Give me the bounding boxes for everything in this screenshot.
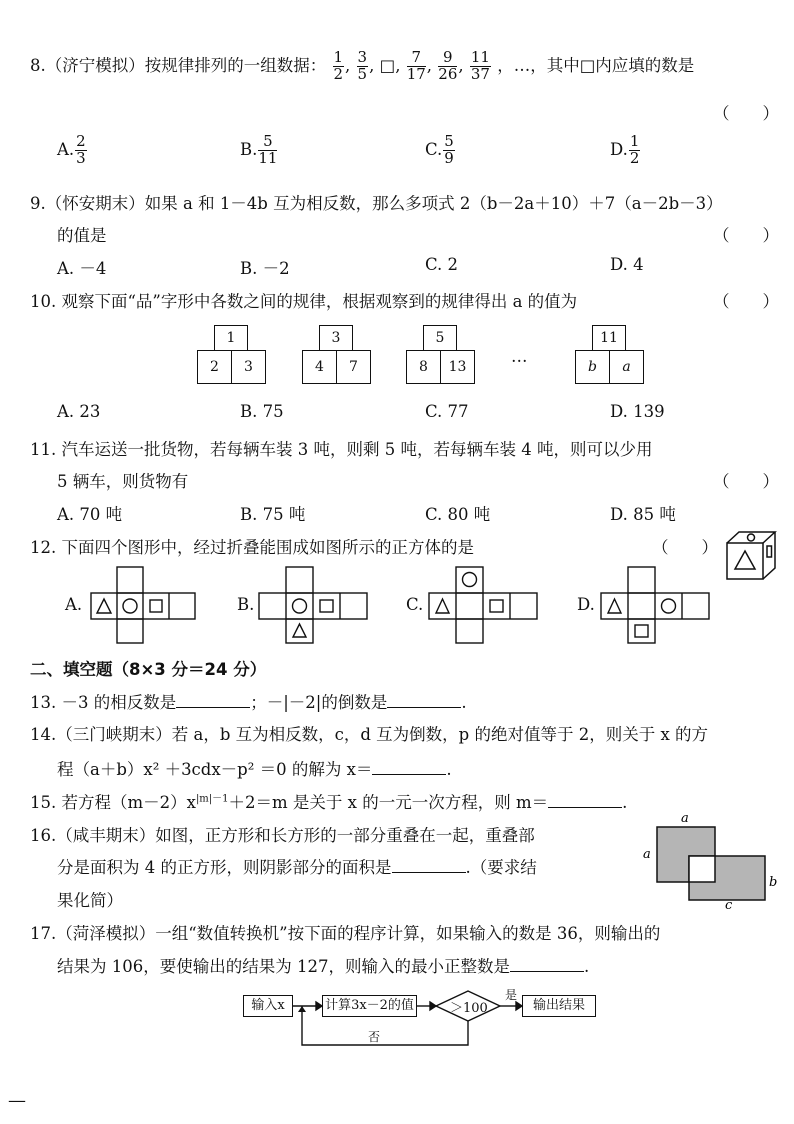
pin-4-top: 11 [592, 325, 626, 351]
q12-line-1: 12. 下面四个图形中，经过折叠能围成如图所示的正方体的是 [30, 538, 474, 557]
q8-option-d[interactable]: D. $\frac{1}{2}$ [610, 132, 640, 167]
pin-3-left: 8 [406, 350, 441, 384]
q11-line-1: 11. 汽车运送一批货物，若每辆车装 3 吨，则剩 5 吨，若每辆车装 4 吨，则可以少用 [30, 440, 653, 459]
pin-1-right: 3 [231, 350, 266, 384]
q8-stem-a: 8.（济宁模拟）按规律排列的一组数据： [30, 55, 327, 75]
q8-stem: 8.（济宁模拟）按规律排列的一组数据： $\frac{1}{2}$ , $\frac{3}{5}$ , □, $\frac{7}{17}$ , $\frac{9}{26}$ , $\frac{11}{37}$ ，…，其中□内应填的数是 [30, 48, 695, 83]
q8-option-c[interactable]: C. $\frac{5}{9}$ [425, 132, 454, 167]
q14-line-2: 程（a＋b）x² ＋3cdx－p² ＝0 的解为 x＝ . [57, 760, 452, 779]
flow-yes: 是 [505, 988, 518, 1002]
net-c-label[interactable]: C. [406, 595, 424, 614]
q16-line-2: 分是面积为 4 的正方形，则阴影部分的面积是 .（要求结 [57, 858, 537, 877]
pin-3-top: 5 [423, 325, 457, 351]
flow-no: 否 [368, 1030, 381, 1044]
q11-answer-paren[interactable]: （ ） [713, 472, 779, 491]
q13-blank-1[interactable] [176, 693, 250, 708]
q10-line-1: 10. 观察下面“品”字形中各数之间的规律，根据观察到的规律得出 a 的值为 [30, 292, 578, 311]
fig-label-b: b [769, 875, 778, 890]
q8-option-a[interactable]: A. $\frac{2}{3}$ [57, 132, 86, 167]
q8-option-b[interactable]: B. $\frac{5}{11}$ [240, 132, 278, 167]
q9-line-2: 的值是 [57, 226, 107, 245]
q9-option-a[interactable]: A. －4 [57, 259, 107, 278]
pin-ellipsis: … [511, 347, 528, 366]
flow-condition: ＞100 [450, 1001, 488, 1016]
cube-side-square [767, 546, 772, 557]
fig-label-c: c [725, 898, 733, 910]
q17-line-2: 结果为 106，要使输出的结果为 127，则输入的最小正整数是 . [57, 957, 590, 976]
net-b-label[interactable]: B. [237, 595, 255, 614]
footer-dash: — [8, 1090, 26, 1111]
q11-option-c[interactable]: C. 80 吨 [425, 505, 491, 524]
pin-4-right: a [609, 350, 644, 384]
net-d-label[interactable]: D. [577, 595, 595, 614]
q10-option-a[interactable]: A. 23 [57, 402, 101, 421]
overlap-figure [640, 810, 780, 910]
cube-top-circle [748, 534, 755, 541]
q14-line-1: 14.（三门峡期末）若 a，b 互为相反数，c，d 互为倒数，p 的绝对值等于 2，则关于 x 的方 [30, 725, 709, 744]
pin-3-right: 13 [440, 350, 475, 384]
q17-line-1: 17.（菏泽模拟）一组“数值转换机”按下面的程序计算，如果输入的数是 36，则输出的 [30, 924, 661, 943]
q16-line-3: 果化简） [57, 891, 123, 910]
q8-stem-b: ，…，其中□内应填的数是 [497, 55, 695, 75]
q13: 13. －3 的相反数是 ；－|－2|的倒数是 . [30, 693, 467, 712]
q8-box-glyph: □ [379, 55, 396, 75]
q8-frac-2: $\frac{3}{5}$ [357, 48, 368, 83]
q10-option-c[interactable]: C. 77 [425, 402, 469, 421]
q8-frac-3: $\frac{7}{17}$ [406, 48, 426, 83]
q12-answer-paren[interactable]: （ ） [652, 538, 718, 557]
q8-frac-1: $\frac{1}{2}$ [333, 48, 344, 83]
q8-answer-paren[interactable]: （ ） [713, 104, 779, 123]
fig-label-a-top: a [681, 811, 689, 826]
q11-option-d[interactable]: D. 85 吨 [610, 505, 676, 524]
q17-blank[interactable] [510, 957, 584, 972]
pin-1-top: 1 [214, 325, 248, 351]
net-a[interactable] [90, 566, 196, 644]
pin-4-left: b [575, 350, 610, 384]
q11-option-b[interactable]: B. 75 吨 [240, 505, 306, 524]
q8-frac-4: $\frac{9}{26}$ [438, 48, 458, 83]
q13-blank-2[interactable] [387, 693, 461, 708]
q10-answer-paren[interactable]: （ ） [713, 292, 779, 311]
q11-line-2: 5 辆车，则货物有 [57, 472, 189, 491]
flow-input: 输入x [243, 995, 293, 1017]
q14-blank[interactable] [372, 760, 446, 775]
q16-line-1: 16.（咸丰期末）如图，正方形和长方形的一部分重叠在一起，重叠部 [30, 826, 535, 845]
q15-blank[interactable] [548, 793, 622, 808]
q10-option-b[interactable]: B. 75 [240, 402, 284, 421]
pin-2-right: 7 [336, 350, 371, 384]
flow-output: 输出结果 [522, 995, 596, 1017]
q10-option-d[interactable]: D. 139 [610, 402, 665, 421]
fig-label-a-left: a [643, 847, 651, 862]
cube-figure [724, 528, 780, 584]
q16-blank[interactable] [392, 858, 466, 873]
net-c[interactable] [428, 566, 538, 644]
net-d[interactable] [600, 566, 710, 644]
q9-option-c[interactable]: C. 2 [425, 255, 459, 274]
q9-option-b[interactable]: B. －2 [240, 259, 290, 278]
q9-answer-paren[interactable]: （ ） [713, 226, 779, 245]
q9-line-1: 9.（怀安期末）如果 a 和 1－4b 互为相反数，那么多项式 2（b－2a＋10）＋7（a－2b－3） [30, 194, 723, 213]
flow-calc: 计算3x－2的值 [322, 995, 417, 1017]
q9-option-d[interactable]: D. 4 [610, 255, 644, 274]
cube-front-triangle [735, 551, 755, 569]
q15: 15. 若方程$(m-2)x^{|m|-1}+2=m$ 是关于 x 的一元一次方程，则 m＝ . [30, 793, 628, 812]
pin-2-left: 4 [302, 350, 337, 384]
q8-frac-5: $\frac{11}{37}$ [470, 48, 490, 83]
pin-1-left: 2 [197, 350, 232, 384]
net-a-label[interactable]: A. [65, 595, 83, 614]
net-b[interactable] [258, 566, 368, 644]
pin-2-top: 3 [319, 325, 353, 351]
section-2-title: 二、填空题（8×3 分＝24 分） [30, 660, 267, 679]
q11-option-a[interactable]: A. 70 吨 [57, 505, 123, 524]
q15-exponent: |m|－1 [195, 793, 229, 805]
